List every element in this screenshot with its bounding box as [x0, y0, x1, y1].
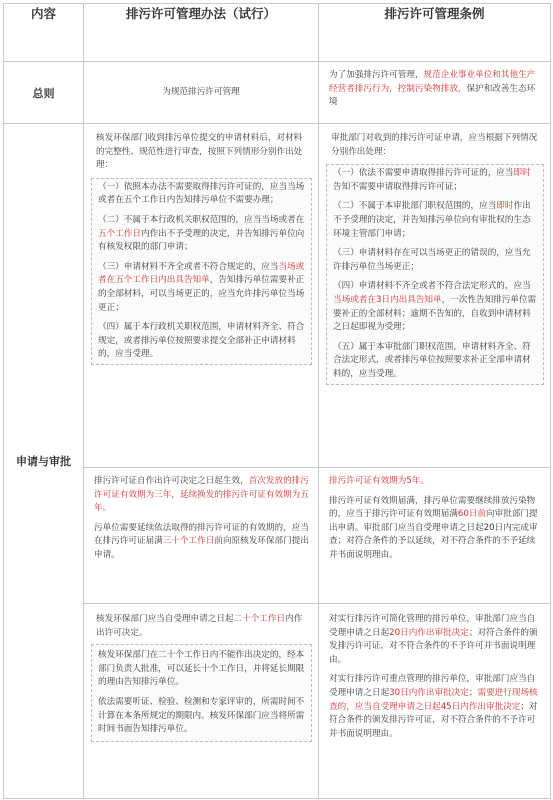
body-text: 为了加强排污许可管理，: [329, 70, 424, 80]
body-text: 污单位需要延续依法取得的排污许可证的有效期的，应当在排污许可证届满: [94, 522, 309, 547]
apply2-left: [84, 468, 319, 604]
highlight-text: 60日前: [457, 509, 487, 520]
apply3-right-paras: [329, 613, 541, 741]
body-text: （一）依法不需要申请取得排污许可证的，应当: [333, 168, 514, 179]
row-general: [4, 62, 551, 124]
body-text: （二）不属于本行政机关职权范围的，应当当场或者在: [98, 214, 305, 225]
body-text: ；对符合条件的颁发排污许可证，对不符合条件的不予许可并书面说明理由。: [329, 701, 538, 739]
paragraph: [333, 341, 537, 382]
apply1-right-intro: 审批部门对收到的排污许可证申请，应当根据下列情况分别作出处理：: [331, 133, 538, 157]
highlight-text: 20日内作出审批决定: [389, 627, 469, 638]
header-content: 内容: [4, 4, 84, 62]
comparison-table: [3, 3, 551, 799]
apply1-right-items: [333, 167, 537, 381]
body-text: 核发环保部门应当自受理申请之日起: [96, 614, 234, 624]
body-text: 排污许可证自作出许可决定之日起生效，: [94, 476, 249, 486]
paragraph: [329, 495, 541, 563]
apply1-left-items: [98, 181, 305, 362]
body-text: 作出不予受理的决定，并告知排污单位向有审批权的生态环境主管部门申请；: [333, 201, 531, 239]
paragraph: [98, 261, 305, 315]
paragraph: [98, 321, 305, 362]
apply3-left-box: [91, 644, 312, 742]
header-row: [4, 4, 551, 62]
highlight-text: 首次发放的排污许可证有效期为三年，延续换发的排污许可证有效期为五年。: [94, 476, 309, 514]
header-measures: 排污许可管理办法（试行）: [84, 4, 319, 62]
body-text: （四）属于本行政机关职权范围，申请材料齐全、符合规定，或者排污单位按照要求提交全部补正申请材料的，应当受理。: [98, 322, 305, 360]
highlight-text: 30日内作出审批决定: [389, 687, 469, 698]
header-regulation: 排污许可管理条例: [319, 4, 551, 62]
highlight-text: 需要进行现场核查的，应当自受理申请之日起45日内作出审批决定: [329, 687, 538, 712]
highlight-text: 当场或者在五个工作日内出具告知单: [98, 261, 305, 286]
apply1-right: [319, 124, 551, 468]
body-text: 核发环保部门在二十个工作日内不能作出决定的，经本部门负责人批准，可以延长十个工作日，并将延长期限的理由告知排污单位。: [98, 650, 305, 688]
paragraph: [98, 214, 305, 255]
body-text: ，告知排污单位需要补正的全部材料，可以当场更正的，应当允许排污单位当场更正；: [98, 275, 305, 313]
body-text: 依法需要听证、检验、检测和专家评审的，所需时间不计算在本条所规定的期限内。核发环保部门应当将所需时间书面告知排污单位。: [98, 696, 305, 735]
paragraph: [98, 181, 305, 208]
apply3-right: [319, 604, 551, 799]
body-text: （二）不属于本审批部门职权范围的，应当: [333, 201, 497, 212]
body-text: 前向原核发环保部门提出申请。: [94, 536, 309, 560]
body-text: 排污许可证有效期届满，排污单位需要继续排放污染物的，应当于排污许可证有效期届满: [329, 495, 536, 520]
body-text: 向审批部门提出申请。审批部门应当自受理申请之日起20日内完成审查；对符合条件的予以延续，对不符合条件的不予延续并书面说明理由。: [329, 509, 538, 560]
highlight-text: 规范企业事业单位和其他生产经营者排污行为，控制污染物排放，: [329, 70, 536, 94]
paragraph: [98, 696, 305, 737]
apply3-left: [84, 604, 319, 799]
paragraph: [94, 475, 309, 516]
apply1-right-box: [326, 164, 544, 384]
paragraph: [94, 522, 309, 563]
row-label-general: 总则: [4, 62, 84, 124]
body-text: 对实行排污许可简化管理的排污单位，审批部门应当自受理申请之日起: [329, 614, 536, 638]
general-right: [319, 62, 551, 124]
highlight-text: 二十个工作日: [233, 614, 286, 624]
apply2-right-paras: [329, 475, 541, 563]
highlight-text: 即时: [513, 168, 531, 179]
paragraph: [329, 613, 541, 667]
body-text: 内作出不予受理的决定，并告知排污单位向有核发权限的部门申请；: [98, 228, 305, 253]
highlight-text: 三十个工作日: [162, 536, 215, 547]
row-label-apply: 申请与审批: [4, 124, 84, 799]
body-text: （一）依照本办法不需要取得排污许可证的，应当当场或者在五个工作日内告知排污单位不需要办理；: [98, 181, 305, 206]
row-apply-1: [4, 124, 551, 468]
body-text: 内作出许可决定。: [96, 614, 303, 638]
apply1-left-box: [91, 178, 312, 365]
general-left-text: 为规范排污许可管理: [162, 86, 240, 97]
paragraph: [333, 247, 537, 274]
body-text: （四）申请材料不齐全或者不符合法定形式的，应当: [333, 281, 531, 292]
body-text: （三）申请材料不齐全或者不符合规定的，应当: [98, 261, 279, 272]
paragraph: [333, 200, 537, 241]
apply1-left-intro: 核发环保部门收到排污单位提交的申请材料后，对材料的完整性、规范性进行审查，按照下列情形分别作出处理：: [96, 133, 303, 171]
row-apply-2: [4, 468, 551, 604]
general-left: [84, 62, 319, 124]
body-text: ；对符合条件的颁发排污许可证，对不符合条件的不予许可并书面说明理由。: [329, 627, 538, 665]
paragraph: [96, 613, 308, 640]
body-text: （三）申请材料存在可以当场更正的错误的，应当允许排污单位当场更正；: [333, 248, 531, 272]
body-text: （五）属于本审批部门职权范围，申请材料齐全、符合法定形式，或者排污单位按照要求补正全部申请材料的，应当受理。: [333, 341, 531, 379]
body-text: 对实行排污许可重点管理的排污单位，审批部门应当自受理申请之日起: [329, 674, 536, 698]
paragraph: [329, 673, 541, 741]
body-text: ，一次性告知排污单位需要补正的全部材料；逾期不告知的，自收到申请材料之日起即视为受理；: [333, 294, 537, 333]
apply3-left-box-paras: [98, 649, 305, 737]
highlight-text: 五个工作日: [98, 228, 141, 239]
apply3-left-paras: [96, 613, 308, 640]
body-text: ；: [468, 687, 478, 698]
apply1-left: [84, 124, 319, 468]
paragraph: [98, 649, 305, 690]
paragraph: [329, 475, 541, 489]
row-apply-3: [4, 604, 551, 799]
highlight-text: 排污许可证有效期为5年。: [329, 476, 429, 486]
highlight-text: 当场或者在3日内出具告知单: [333, 294, 442, 305]
highlight-text: 即时: [496, 201, 514, 212]
paragraph: [333, 167, 537, 194]
paragraph: [333, 280, 537, 334]
apply2-right: [319, 468, 551, 604]
body-text: 保护和改善生态环境: [329, 83, 536, 108]
body-text: 告知不需要申请取得排污许可证；: [333, 181, 462, 192]
apply2-left-paras: [94, 475, 309, 563]
general-right-text: [329, 69, 542, 110]
